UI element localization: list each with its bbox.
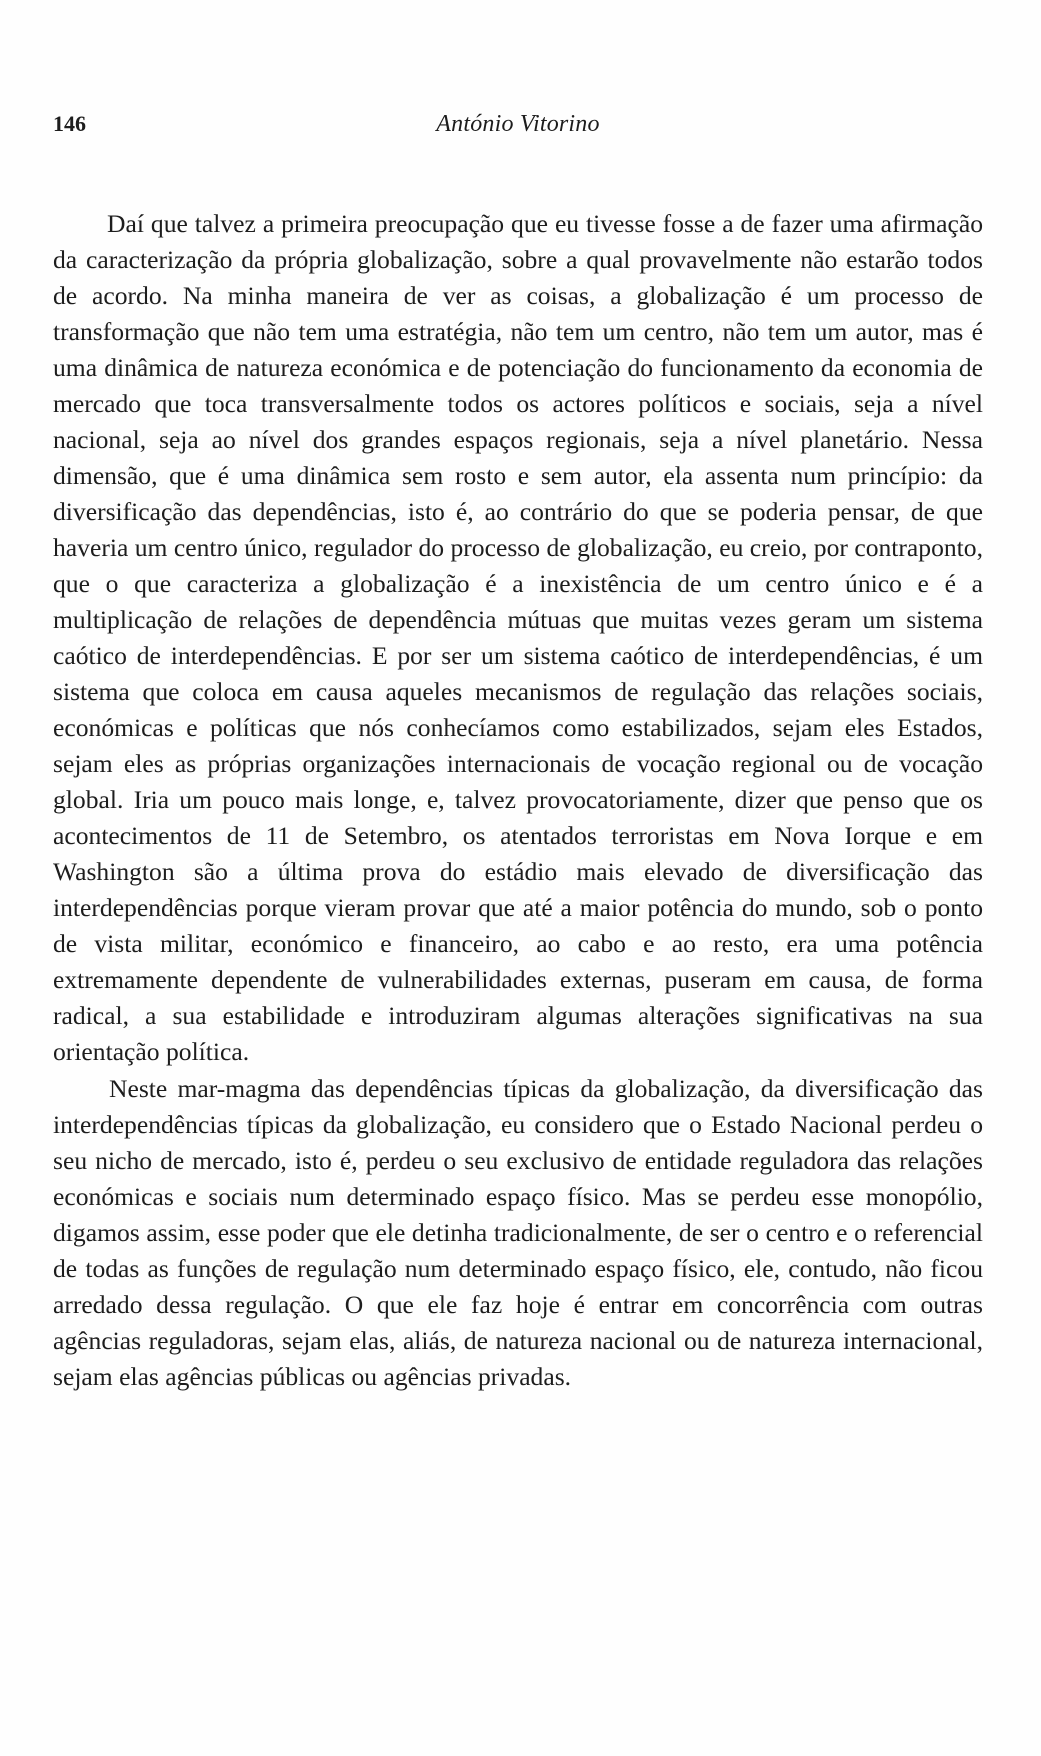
running-head-author: António Vitorino <box>436 111 600 137</box>
page-number: 146 <box>53 111 86 136</box>
page-header <box>53 111 983 143</box>
body-text <box>53 206 983 1395</box>
paragraph-1: Daí que talvez a primeira preocupação que eu tivesse fosse a de fazer uma afirmação da caracterização da própria globalização, sobre a qual provavelmente não estarão todos de acordo. Na minha maneira de ver as coisas, a globalização é um processo de transformação que não tem uma estratégia, não tem um centro, não tem um autor, mas é uma dinâmica de natureza económica e de potenciação do funcionamento da economia de mercado que toca transversalmente todos os actores políticos e sociais, seja a nível nacional, seja ao nível dos grandes espaços regionais, seja a nível planetário. Nessa dimensão, que é uma dinâmica sem rosto e sem autor, ela assenta num princípio: da diversificação das dependências, isto é, ao contrário do que se poderia pensar, de que haveria um centro único, regulador do processo de globalização, eu creio, por contraponto, que o que caracteriza a globalização é a inexistência de um centro único e é a multiplicação de relações de dependência mútuas que muitas vezes geram um sistema caótico de interdependências. E por ser um sistema caótico de interdependências, é um sistema que coloca em causa aqueles mecanismos de regulação das relações sociais, económicas e políticas que nós conhecíamos como estabilizados, sejam eles Estados, sejam eles as próprias organizações internacionais de vocação regional ou de vocação global. Iria um pouco mais longe, e, talvez provocatoriamente, dizer que penso que os acontecimentos de 11 de Setembro, os atentados terroristas em Nova Iorque e em Washington são a última prova do estádio mais elevado de diversificação das interdependências porque vieram provar que até a maior potência do mundo, sob o ponto de vista militar, económico e financeiro, ao cabo e ao resto, era uma potência extremamente dependente de vulnerabilidades externas, puseram em causa, de forma radical, a sua estabilidade e introduziram algumas alterações significativas na sua orientação política. <box>53 209 983 1066</box>
paragraph-2: Neste mar-magma das dependências típicas da globalização, da diversificação das interdependências típicas da globalização, eu considero que o Estado Nacional perdeu o seu nicho de mercado, isto é, perdeu o seu exclusivo de entidade reguladora das relações económicas e sociais num determinado espaço físico. Mas se perdeu esse monopólio, digamos assim, esse poder que ele detinha tradicionalmente, de ser o centro e o referencial de todas as funções de regulação num determinado espaço físico, ele, contudo, não ficou arredado dessa regulação. O que ele faz hoje é entrar em concorrência com outras agências reguladoras, sejam elas, aliás, de natureza nacional ou de natureza internacional, sejam elas agências públicas ou agências privadas. <box>53 1074 983 1391</box>
